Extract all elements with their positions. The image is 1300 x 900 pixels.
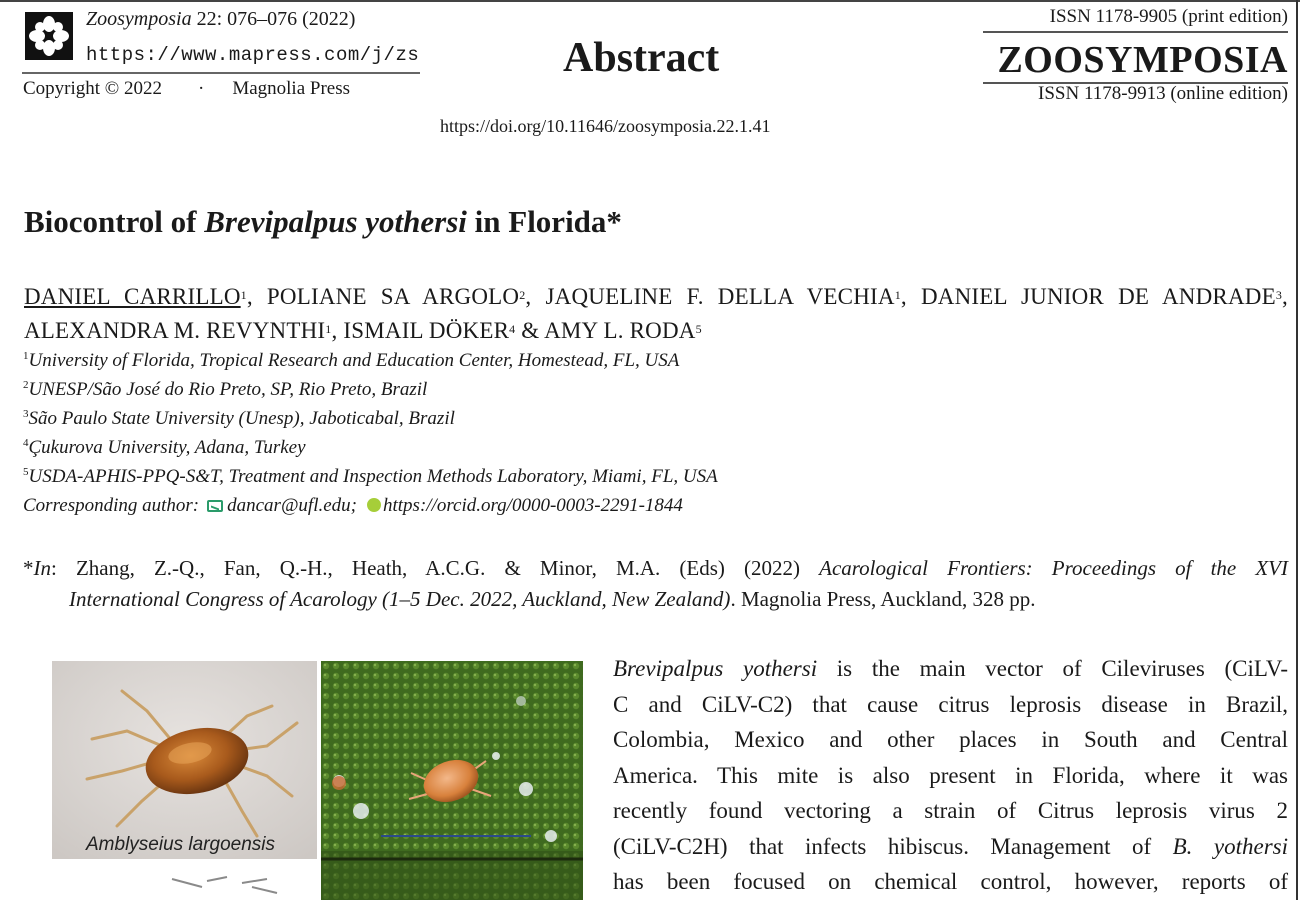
author-affil-ref: 2	[519, 288, 526, 302]
journal-wordmark: ZOOSYMPOSIA	[997, 39, 1288, 81]
figure-caption-left: Amblyseius largoensis	[86, 834, 276, 855]
affiliation	[23, 466, 718, 488]
author-affil-ref: 1	[894, 288, 901, 302]
affiliation-number: 2	[23, 379, 29, 391]
author-affil-ref: 5	[695, 322, 702, 336]
author-separator: &	[515, 318, 545, 343]
figure-photo-amblyseius	[52, 661, 317, 859]
figure-photo-brevipalpus	[321, 661, 583, 900]
section-label: Abstract	[563, 35, 720, 81]
author-affil-ref: 3	[1275, 288, 1283, 302]
affiliation	[23, 350, 679, 372]
citation-book-title: Acarological Frontiers: Proceedings of the XVI	[819, 556, 1288, 580]
corresponding-label: Corresponding author:	[23, 495, 200, 516]
leaf-mite-illustration	[321, 661, 583, 900]
affiliation-text: Çukurova University, Adana, Turkey	[28, 437, 306, 458]
copyright-line	[23, 78, 350, 100]
affiliation-number: 3	[23, 408, 29, 420]
journal-name: Zoosymposia	[86, 8, 192, 30]
citation-line-2	[69, 584, 1288, 615]
title-prefix: Biocontrol of	[24, 204, 205, 239]
abstract-body	[613, 651, 1288, 900]
header-rule	[22, 72, 420, 74]
author-name: DANIEL JUNIOR DE ANDRADE	[920, 284, 1276, 309]
affiliation-text: São Paulo State University (Unesp), Jaboticabal, Brazil	[28, 408, 455, 429]
author-separator: ,	[1282, 284, 1288, 309]
orcid-link[interactable]: https://orcid.org/0000-0003-2291-1844	[383, 495, 683, 516]
page-right-border	[1296, 0, 1298, 900]
author-name: AMY L. RODA	[544, 318, 696, 343]
author-name: ALEXANDRA M. REVYNTHI	[24, 318, 326, 343]
affiliation-text: UNESP/São José do Rio Preto, SP, Rio Preto, Brazil	[28, 379, 428, 400]
corresponding-author	[23, 495, 683, 517]
journal-volume: 22: 076–076 (2022)	[196, 8, 356, 30]
author-affil-ref: 1	[325, 322, 332, 336]
title-species: Brevipalpus yothersi	[204, 204, 467, 239]
publisher-name: Magnolia Press	[232, 78, 351, 99]
abstract-line	[613, 829, 1288, 865]
affiliation-number: 4	[23, 437, 29, 449]
author-name: POLIANE SA ARGOLO	[266, 284, 520, 309]
article-title	[24, 204, 622, 240]
copyright-text: Copyright © 2022	[23, 78, 162, 99]
issn-print: ISSN 1178-9905 (print edition)	[1049, 6, 1288, 27]
author-separator: ,	[900, 284, 921, 309]
doi-link[interactable]: https://doi.org/10.11646/zoosymposia.22.1.41	[440, 116, 771, 136]
author-name: JAQUELINE F. DELLA VECHIA	[545, 284, 895, 309]
title-suffix: in Florida*	[466, 204, 622, 239]
email-icon	[207, 500, 223, 512]
flower-icon	[25, 12, 73, 60]
species-name: B. yothersi	[1172, 833, 1288, 859]
abstract-line: C and CiLV-C2) that cause citrus leprosis disease in Brazil,	[613, 691, 1288, 717]
abstract-line: America. This mite is also present in Florida, where it was	[613, 762, 1288, 788]
orcid-icon	[367, 498, 381, 512]
author-separator: ,	[525, 284, 546, 309]
abstract-line-text: (CiLV-C2H) that infects hibiscus. Management of	[613, 833, 1173, 859]
citation-book-title-cont: International Congress of Acarology (1–5 Dec. 2022, Auckland, New Zealand)	[69, 587, 731, 611]
abstract-line: recently found vectoring a strain of Citrus leprosis virus 2	[613, 798, 1288, 823]
mite-partial-illustration	[52, 859, 317, 900]
species-name: Brevipalpus yothersi	[613, 656, 818, 681]
figure-photo-lower-left	[52, 859, 317, 900]
affiliation	[23, 408, 455, 430]
citation-publisher: . Magnolia Press, Auckland, 328 pp.	[730, 587, 1036, 611]
issn-online: ISSN 1178-9913 (online edition)	[1038, 83, 1288, 104]
separator-dot: ·	[198, 78, 205, 99]
author-list	[24, 280, 1288, 348]
citation-marker: *	[23, 556, 34, 580]
abstract-line: Colombia, Mexico and other places in South and Central	[613, 727, 1288, 752]
magnolia-press-logo	[25, 12, 73, 60]
author-name[interactable]: DANIEL CARRILLO	[24, 284, 241, 309]
author-separator: ,	[246, 284, 267, 309]
affiliation-number: 5	[23, 466, 29, 478]
affiliation-number: 1	[23, 350, 29, 362]
mite-illustration	[52, 661, 317, 859]
citation-in-label: In	[33, 556, 51, 580]
proceedings-citation	[23, 553, 1288, 615]
affiliation	[23, 379, 427, 401]
affiliation-text: University of Florida, Tropical Research and Education Center, Homestead, FL, USA	[28, 350, 680, 371]
affiliation	[23, 437, 306, 459]
abstract-line-text: is the main vector of Cileviruses (CiLV-	[817, 656, 1288, 681]
author-affil-ref: 4	[509, 322, 516, 336]
journal-url[interactable]: https://www.mapress.com/j/zs	[86, 44, 420, 66]
affiliation-text: USDA-APHIS-PPQ-S&T, Treatment and Inspection Methods Laboratory, Miami, FL, USA	[28, 466, 718, 487]
author-affil-ref: 1	[240, 288, 247, 302]
author-separator: ,	[331, 318, 344, 343]
page-top-border	[0, 0, 1300, 2]
abstract-line: has been focused on chemical control, however, reports of	[613, 869, 1288, 894]
abstract-line	[613, 651, 1288, 687]
citation-line-1	[23, 553, 1288, 584]
corresponding-email[interactable]: dancar@ufl.edu;	[227, 495, 357, 516]
journal-citation	[86, 8, 355, 31]
citation-editors: : Zhang, Z.-Q., Fan, Q.-H., Heath, A.C.G. & Minor, M.A. (Eds) (2022)	[51, 556, 820, 580]
header-rule-right-top	[983, 31, 1288, 33]
author-name: ISMAIL DÖKER	[343, 318, 510, 343]
